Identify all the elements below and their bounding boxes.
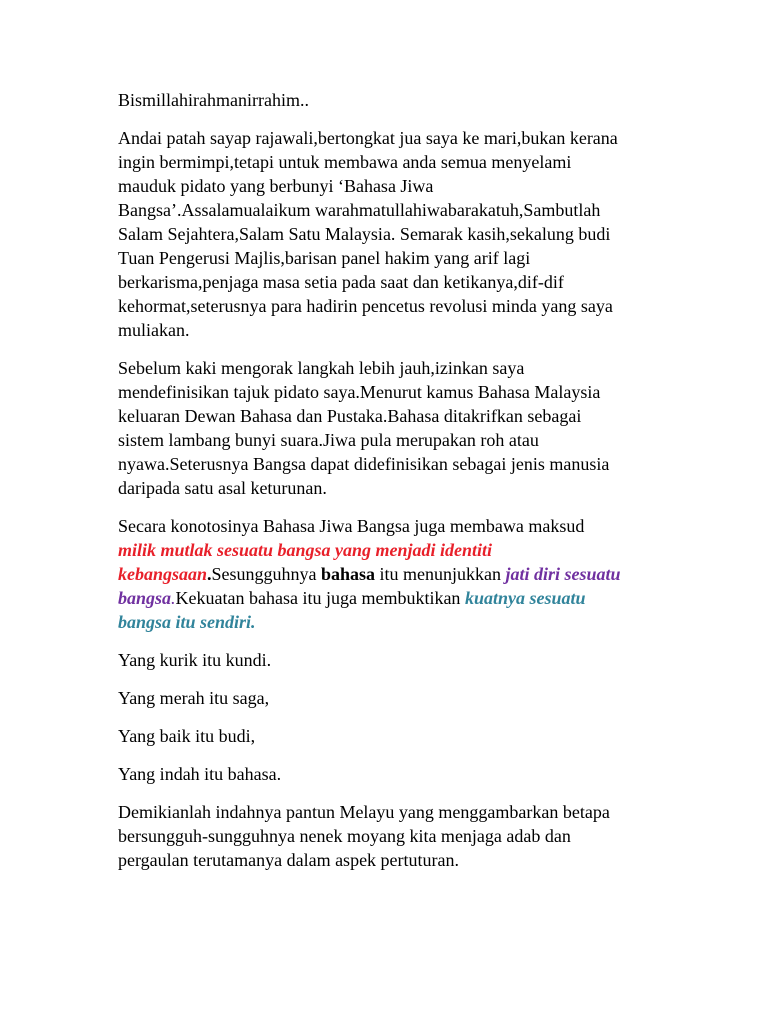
connotation-paragraph <box>118 514 663 634</box>
bold-bahasa: bahasa <box>321 564 376 584</box>
highlight-milik-mutlak: milik mutlak sesuatu bangsa yang menjadi identiti kebangsaan <box>118 540 493 584</box>
opening-greeting: Bismillahirahmanirrahim.. <box>118 90 309 110</box>
pantun-line-1: Yang kurik itu kundi. <box>118 650 272 670</box>
menunjukkan-text: itu menunjukkan <box>375 564 506 584</box>
pantun-line-4: Yang indah itu bahasa. <box>118 764 282 784</box>
kekuatan-text: Kekuatan bahasa itu juga membuktikan <box>175 588 465 608</box>
bold-period: . <box>207 564 212 584</box>
connotation-lead: Secara konotosinya Bahasa Jiwa Bangsa juga membawa maksud <box>118 516 585 536</box>
introduction-paragraph: Andai patah sayap rajawali,bertongkat jua saya ke mari,bukan kerana ingin bermimpi,tetapi untuk membawa anda semua menyelami mauduk pidato yang berbunyi ‘Bahasa Jiwa Bangsa’.Assalamualaikum warahmatullahiwabarakatuh,Sambutlah Salam Sejahtera,Salam Satu Malaysia. Semarak kasih,sekalung budi Tuan Pengerusi Majlis,barisan panel hakim yang arif lagi berkarisma,penjaga masa setia pada saat dan ketikanya,dif-dif kehormat,seterusnya para hadirin pencetus revolusi minda yang saya muliakan. <box>118 128 618 340</box>
pantun-line-2: Yang merah itu saga, <box>118 688 270 708</box>
sesungguhnya-text: Sesungguhnya <box>211 564 322 584</box>
pantun-line-3: Yang baik itu budi, <box>118 726 256 746</box>
definition-paragraph: Sebelum kaki mengorak langkah lebih jauh,izinkan saya mendefinisikan tajuk pidato saya.Menurut kamus Bahasa Malaysia keluaran Dewan Bahasa dan Pustaka.Bahasa ditakrifkan sebagai sistem lambang bunyi suara.Jiwa pula merupakan roh atau nyawa.Seterusnya Bangsa dapat didefinisikan sebagai jenis manusia daripada satu asal keturunan. <box>118 358 610 498</box>
highlight-kuatnya: kuatnya sesuatu bangsa itu sendiri. <box>118 588 586 632</box>
closing-paragraph: Demikianlah indahnya pantun Melayu yang menggambarkan betapa bersungguh-sungguhnya nenek moyang kita menjaga adab dan pergaulan terutamanya dalam aspek pertuturan. <box>118 802 610 870</box>
purple-period: . <box>171 588 176 608</box>
highlight-jati-diri: jati diri sesuatu bangsa <box>118 564 621 608</box>
